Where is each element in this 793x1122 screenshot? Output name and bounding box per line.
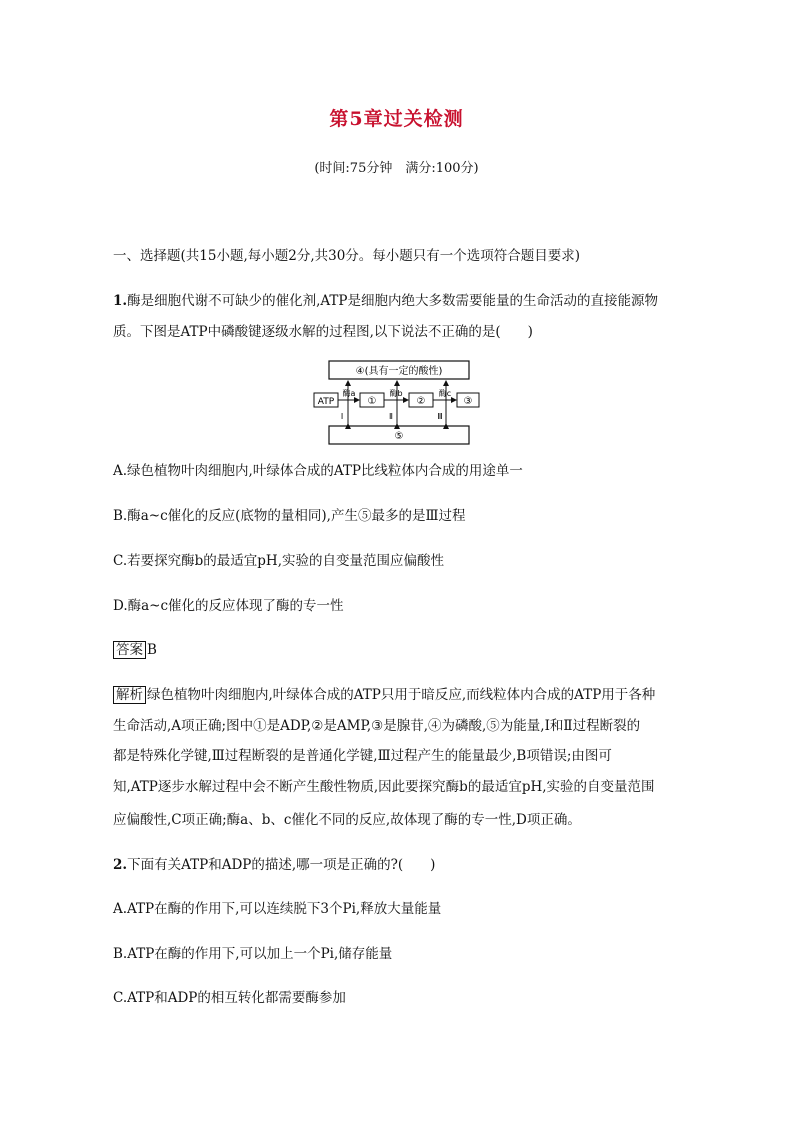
q1-option-b: B.酶a~c催化的反应(底物的量相同),产生⑤最多的是Ⅲ过程 <box>113 508 466 524</box>
q1-stem-line2: 质。下图是ATP中磷酸键逐级水解的过程图,以下说法不正确的是( ) <box>113 324 533 340</box>
section-heading: 一、选择题(共15小题,每小题2分,共30分。每小题只有一个选项符合题目要求) <box>113 248 581 264</box>
q1-answer <box>113 640 157 660</box>
step-3-label: Ⅲ <box>437 412 443 421</box>
q1-analysis-line4: 知,ATP逐步水解过程中会不断产生酸性物质,因此要探究酶b的最适宜pH,实验的自变量范围 <box>113 779 655 795</box>
q1-analysis-line1 <box>113 685 655 705</box>
q1-analysis-line2: 生命活动,A项正确;图中①是ADP,②是AMP,③是腺苷,④为磷酸,⑤为能量,Ⅰ和Ⅱ过程断裂的 <box>113 718 641 734</box>
step-1-label: Ⅰ <box>340 412 344 421</box>
q2-number: 2. <box>113 857 128 873</box>
enzyme-c-label: 酶c <box>438 389 452 398</box>
q2-option-b: B.ATP在酶的作用下,可以加上一个Pi,储存能量 <box>113 946 393 962</box>
analysis-tag: 解析 <box>113 686 146 704</box>
node-1-label: ① <box>367 396 377 407</box>
q1-option-d: D.酶a~c催化的反应体现了酶的专一性 <box>113 598 344 614</box>
q1-stem-line1 <box>113 291 658 311</box>
page-title: 第5章过关检测 <box>329 108 464 130</box>
node-3-label: ③ <box>463 396 473 407</box>
q1-option-a: A.绿色植物叶肉细胞内,叶绿体合成的ATP比线粒体内合成的用途单一 <box>113 463 523 479</box>
q1-stem-text1: 酶是细胞代谢不可缺少的催化剂,ATP是细胞内绝大多数需要能量的生命活动的直接能源物 <box>127 293 658 309</box>
phosphate-box-label: ④(具有一定的酸性) <box>355 366 443 377</box>
atp-node-label: ATP <box>317 397 335 407</box>
node-2-label: ② <box>416 396 426 407</box>
answer-tag: 答案 <box>113 641 146 659</box>
q2-option-c: C.ATP和ADP的相互转化都需要酶参加 <box>113 990 346 1006</box>
enzyme-a-label: 酶a <box>342 389 356 398</box>
q2-stem-text: 下面有关ATP和ADP的描述,哪一项是正确的?( ) <box>127 857 436 873</box>
exam-info: (时间:75分钟 满分:100分) <box>314 161 479 176</box>
analysis-text1: 绿色植物叶肉细胞内,叶绿体合成的ATP只用于暗反应,而线粒体内合成的ATP用于各种 <box>147 687 656 703</box>
q1-number: 1. <box>113 293 128 309</box>
answer-value: B <box>147 642 157 658</box>
q1-analysis-line5: 应偏酸性,C项正确;酶a、b、c催化不同的反应,故体现了酶的专一性,D项正确。 <box>113 812 581 828</box>
q2-stem <box>113 855 435 875</box>
step-2-label: Ⅱ <box>389 412 393 421</box>
q1-option-c: C.若要探究酶b的最适宜pH,实验的自变量范围应偏酸性 <box>113 553 444 569</box>
energy-box-label: ⑤ <box>394 431 404 442</box>
atp-hydrolysis-diagram <box>312 358 484 448</box>
enzyme-b-label: 酶b <box>389 389 403 398</box>
q2-option-a: A.ATP在酶的作用下,可以连续脱下3个Pi,释放大量能量 <box>113 901 442 917</box>
q1-analysis-line3: 都是特殊化学键,Ⅲ过程断裂的是普通化学键,Ⅲ过程产生的能量最少,B项错误;由图可 <box>113 748 612 764</box>
